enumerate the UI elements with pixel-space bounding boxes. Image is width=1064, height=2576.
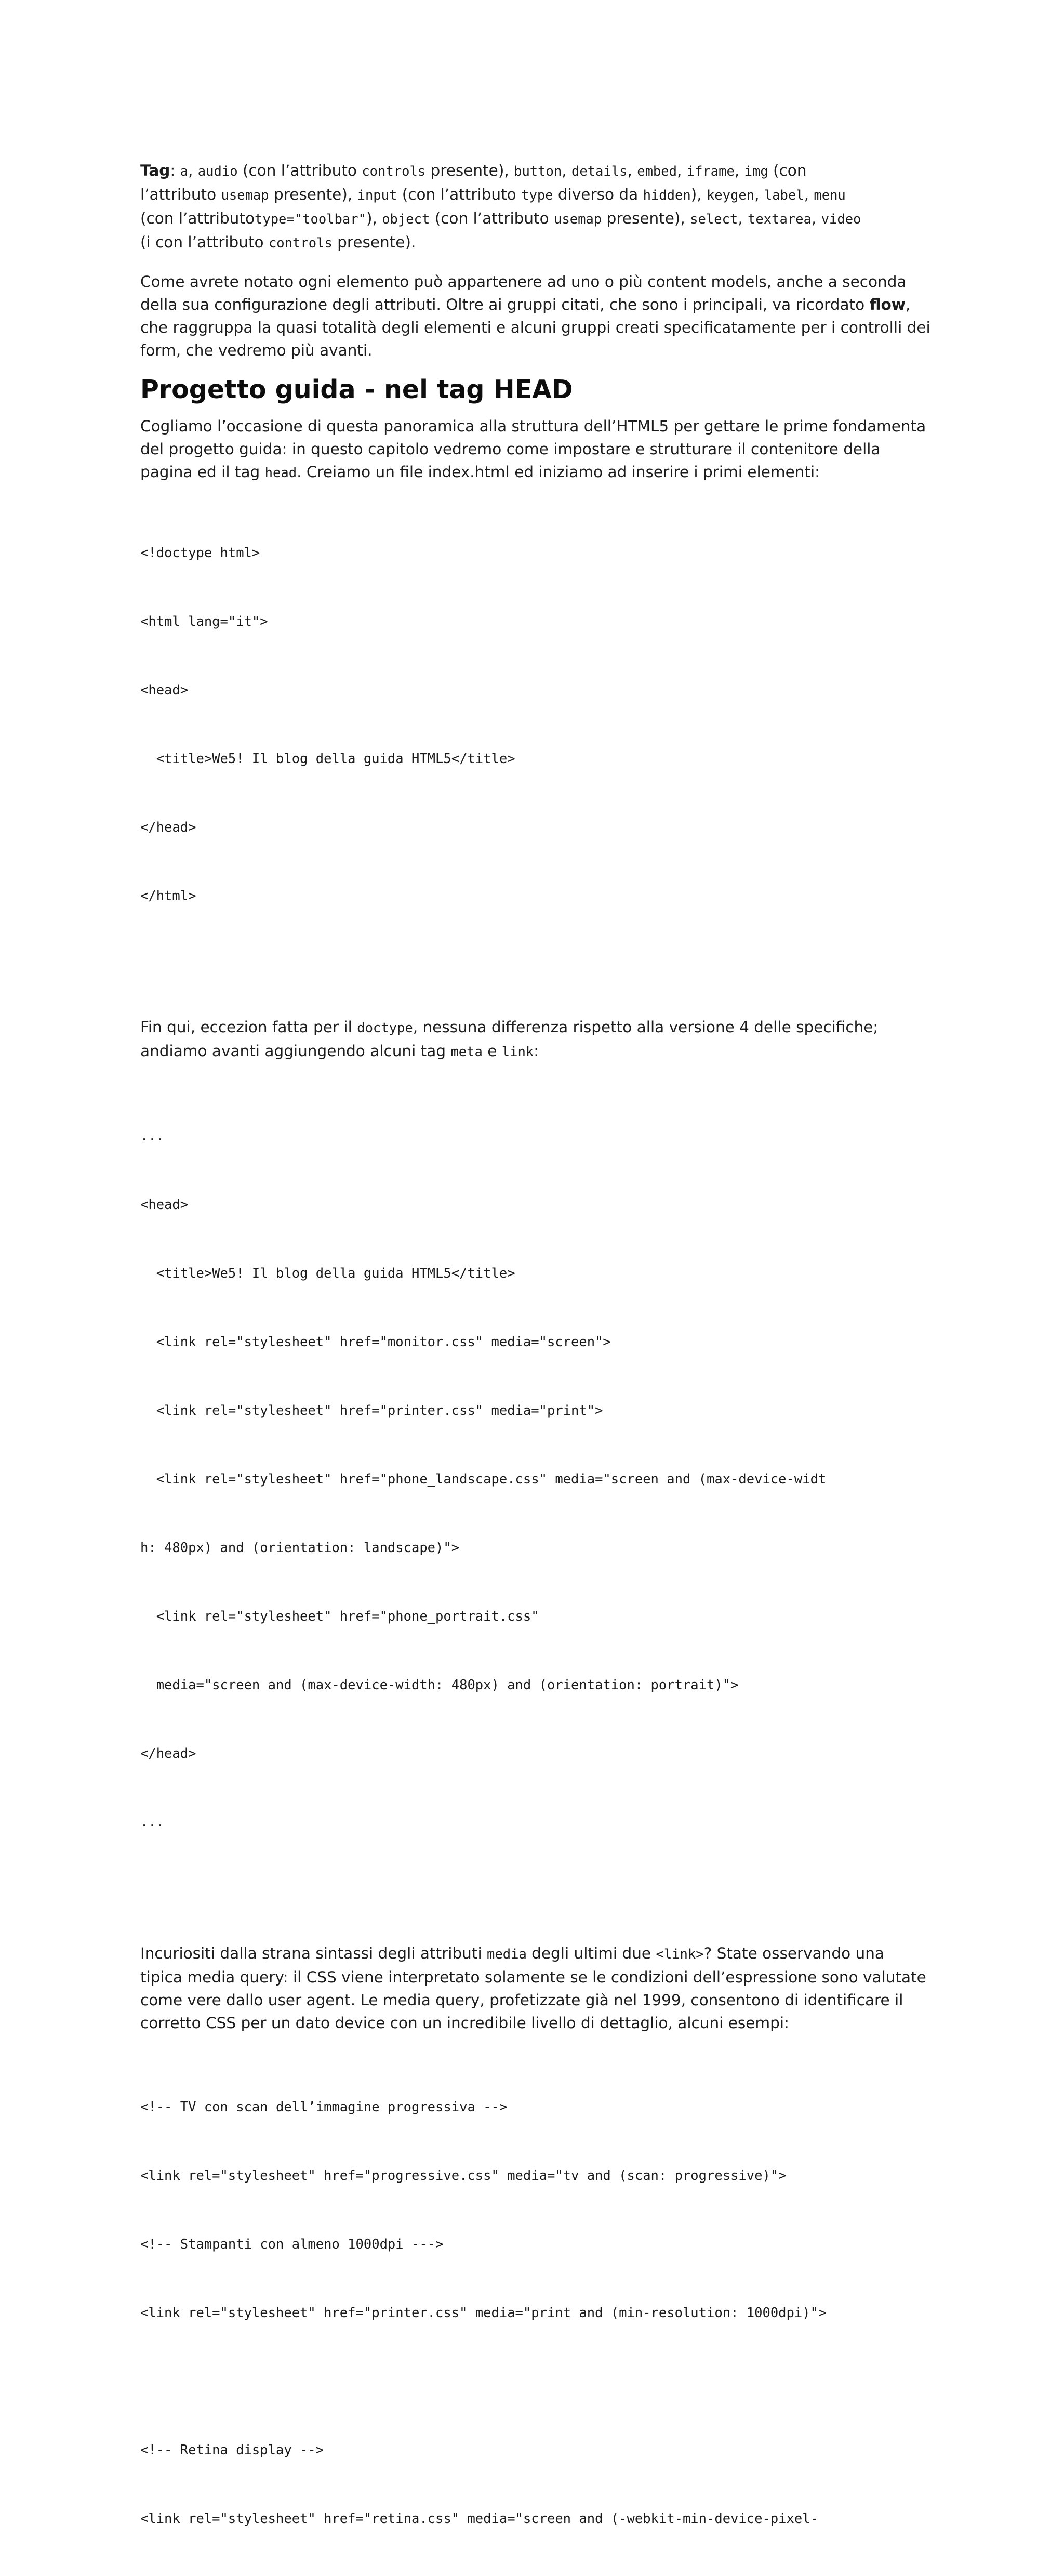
text-line: form, che vedremo più avanti. [140, 341, 373, 359]
text-run: andiamo avanti aggiungendo alcuni tag [140, 1042, 451, 1060]
inline-code: object [382, 212, 430, 227]
text-run: , [738, 209, 748, 227]
code-block-doctype [140, 496, 935, 953]
code-line: <link rel="stylesheet" href="phone_landscape.css" media="screen and (max-device-widt [140, 1471, 827, 1487]
inline-code: media [487, 1947, 527, 1962]
text-run: , [804, 186, 814, 203]
inline-code: video [821, 212, 861, 227]
inline-code: button [514, 164, 562, 179]
inline-code: type [521, 188, 553, 203]
text-run: . Creiamo un file index.html ed iniziamo ad inserire i primi elementi: [297, 463, 820, 481]
text-run: , [627, 162, 637, 179]
inline-code: <link> [656, 1947, 704, 1962]
inline-code: usemap [554, 212, 602, 227]
inline-code: embed [637, 164, 677, 179]
inline-code: controls [362, 164, 426, 179]
text-run: (i con l’attributo [140, 233, 269, 251]
text-line: corretto CSS per un dato device con un incredibile livello di dettaglio, alcuni esempi: [140, 2014, 789, 2032]
inline-code: menu [814, 188, 846, 203]
text-run: (con l’attributo [140, 209, 255, 227]
code-line: </head> [140, 1746, 196, 1762]
text-run: ), [366, 209, 382, 227]
text-line: come vere dallo user agent. Le media query, profetizzate già nel 1999, consentono di identificare il [140, 1991, 903, 2009]
text-run: ? State osservando una [703, 1944, 885, 1962]
code-line: <head> [140, 1197, 189, 1213]
code-line: </head> [140, 820, 196, 835]
text-run: degli ultimi due [526, 1944, 656, 1962]
text-run: presente), [425, 162, 514, 179]
inline-code: doctype [357, 1020, 413, 1036]
text-run: e [482, 1042, 502, 1060]
inline-code: textarea [748, 212, 812, 227]
meta-link-paragraph [140, 1016, 935, 1063]
page-content [140, 159, 935, 2576]
text-run: , [676, 162, 687, 179]
code-line: <title>We5! Il blog della guida HTML5</title> [140, 1266, 515, 1281]
text-run: , [188, 162, 198, 179]
code-line: <link rel="stylesheet" href="printer.css" media="print"> [140, 1403, 603, 1418]
code-line [140, 2370, 935, 2393]
text-line: che raggruppa la quasi totalità degli elementi e alcuni gruppi creati specificatamente per i controlli dei [140, 319, 930, 336]
code-line: <html lang="it"> [140, 614, 268, 629]
inline-code: img [744, 164, 768, 179]
tag-label: Tag [140, 162, 170, 179]
code-line: <link rel="stylesheet" href="printer.css" media="print and (min-resolution: 1000dpi)"> [140, 2305, 827, 2321]
inline-code: meta [450, 1044, 483, 1060]
text-run: Fin qui, eccezion fatta per il [140, 1018, 357, 1036]
code-line: <title>We5! Il blog della guida HTML5</title> [140, 751, 515, 767]
text-run: presente). [332, 233, 416, 251]
inline-code: usemap [221, 188, 269, 203]
inline-code: details [571, 164, 628, 179]
code-block-media-examples [140, 2050, 935, 2576]
content-models-paragraph [140, 270, 935, 362]
code-line: <link rel="stylesheet" href="phone_portrait.css" [140, 1609, 539, 1624]
inline-code: iframe [686, 164, 735, 179]
text-run: : [170, 162, 180, 179]
inline-code: head [264, 465, 297, 481]
text-run: pagina ed il tag [140, 463, 265, 481]
text-run: : [534, 1042, 539, 1060]
text-run: , [754, 186, 764, 203]
bold-term: flow [869, 296, 906, 313]
text-run: della sua configurazione degli attributi. Oltre ai gruppi citati, che sono i principali, va ricordato [140, 296, 870, 313]
text-run: , [562, 162, 571, 179]
inline-code: type="toolbar" [255, 212, 366, 227]
code-line: h: 480px) and (orientation: landscape)"> [140, 1540, 460, 1556]
text-run: , [734, 162, 744, 179]
text-run: ), [690, 186, 707, 203]
text-run: , [905, 296, 911, 313]
text-run: , nessuna differenza rispetto alla versione 4 delle specifiche; [413, 1018, 879, 1036]
interactive-tags-paragraph [140, 159, 935, 255]
inline-code: link [501, 1044, 534, 1060]
code-line: </html> [140, 888, 196, 904]
text-run: (con [768, 162, 807, 179]
media-query-paragraph [140, 1942, 935, 2034]
code-line: media="screen and (max-device-width: 480px) and (orientation: portrait)"> [140, 1677, 739, 1693]
inline-code: select [690, 212, 738, 227]
text-line: del progetto guida: in questo capitolo vedremo come impostare e strutturare il contenitore della [140, 440, 881, 458]
text-run: presente), [269, 186, 357, 203]
text-run: , [811, 209, 821, 227]
project-intro-paragraph [140, 415, 935, 484]
inline-code: label [764, 188, 804, 203]
code-line: <!doctype html> [140, 545, 260, 561]
inline-code: a [180, 164, 189, 179]
code-line: ... [140, 1815, 165, 1830]
text-run: (con l’attributo [430, 209, 554, 227]
text-line: Come avrete notato ogni elemento può appartenere ad uno o più content models, anche a seconda [140, 273, 907, 291]
inline-code: keygen [706, 188, 755, 203]
text-run: l’attributo [140, 186, 221, 203]
text-line: tipica media query: il CSS viene interpretato solamente se le condizioni dell’espressione sono valutate [140, 1968, 926, 1986]
inline-code: controls [268, 235, 332, 251]
code-line: <link rel="stylesheet" href="monitor.css" media="screen"> [140, 1334, 611, 1350]
text-line: Cogliamo l’occasione di questa panoramica alla struttura dell’HTML5 per gettare le prime fondamenta [140, 417, 926, 435]
text-run: (con l’attributo [237, 162, 362, 179]
inline-code: input [357, 188, 397, 203]
code-line: <link rel="stylesheet" href="progressive.css" media="tv and (scan: progressive)"> [140, 2168, 787, 2184]
code-line: <head> [140, 682, 189, 698]
section-heading: Progetto guida - nel tag HEAD [140, 375, 573, 404]
text-run: (con l’attributo [397, 186, 522, 203]
text-run: Incuriositi dalla strana sintassi degli attributi [140, 1944, 487, 1962]
code-line: ... [140, 1128, 165, 1144]
inline-code: audio [197, 164, 238, 179]
code-block-head-links [140, 1079, 935, 1880]
inline-code: hidden [643, 188, 691, 203]
code-line: <!-- TV con scan dell’immagine progressiva --> [140, 2099, 508, 2115]
text-run: diverso da [553, 186, 643, 203]
code-line: <link rel="stylesheet" href="retina.css" media="screen and (-webkit-min-device-pixel- [140, 2511, 818, 2527]
text-run: presente), [602, 209, 690, 227]
code-line: <!-- Stampanti con almeno 1000dpi ---> [140, 2237, 444, 2252]
code-line: <!-- Retina display --> [140, 2442, 324, 2458]
